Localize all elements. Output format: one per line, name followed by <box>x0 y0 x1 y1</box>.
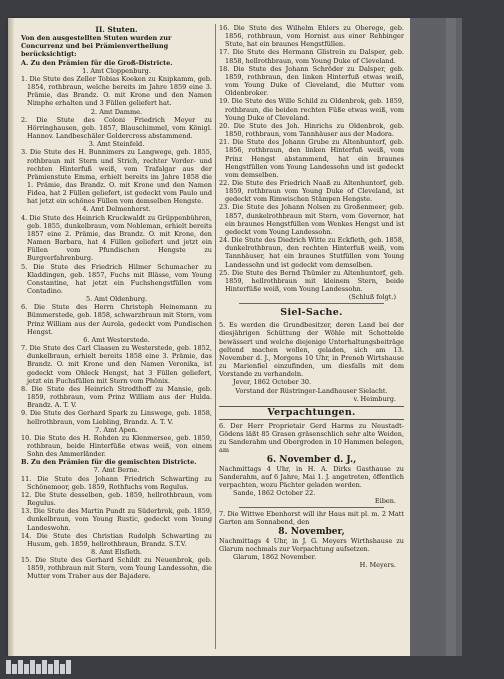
entry-4: 4. Die Stute des Heinrich Kruckwaldt zu Grüppenbühren, geb. 1855, dunkelbraun, vom Nobleman, erhielt bereits 1857 eine 2. Prämie, das Brandz. O. mit Krone, den Namen Barbara, hat 4 Füllen geliefert und jetzt ein Füllen vom Pfundischen Hengste zu Burgverfahrenburg. <box>21 213 212 263</box>
entry-19: 19. Die Stute des Wille Schild zu Oldenbrok, geb. 1859, rothbraun, die beiden rechten Füße etwas weiß, vom Young Duke of Cleveland. <box>219 97 404 122</box>
book-binding-edge <box>410 18 462 656</box>
siel-notice: 5. Es werden die Grundbesitzer, deren Land bei der diesjährigen Schüttung der Wöhle mit Schottelde bewässert und welche diejenige Unterhaltungsbeiträge geltend machen wollen, geladen, sich am 13. November d. J., Morgens 10 Uhr, in Preneb Wirtshause zu Marienfiel einzufinden, um diesfalls mit dem Vorstande zu verhandeln. <box>219 321 404 379</box>
column-divider <box>215 24 216 649</box>
verpachtung-details-7: Nachmittags 4 Uhr, in J. G. Meyers Wirthshause zu Glarum nochmals zur Verpachtung aufsetzen. <box>219 536 404 553</box>
entry-21: 21. Die Stute des Johann Grube zu Altenhuntorf, geb. 1856, rothbraun, den linken Hinterfuß weiß, vom Prinz Hengst abstammend, hat ein braunes Hengstfüllen vom Young Landessohn und ist gedeckt vom demselben. <box>219 138 404 179</box>
entry-23: 23. Die Stute des Johann Nolsen zu Großenmeer, geb. 1857, dunkelrothbraun mit Stern, vom Governor, hat ein braunes Hengstfüllen vom Wenkes Hengst und ist gedeckt vom Young Landessohn. <box>219 203 404 236</box>
entry-12: 12. Die Stute desselben, geb. 1859, hellrothbraun, vom Regulus. <box>21 490 212 508</box>
verpachtung-date-6: 6. November d. J., <box>266 454 357 465</box>
entry-16: 16. Die Stute des Wilhelm Ehlers zu Oberege, geb. 1856, rothbraun, vom Hornist aus einer Rehbinger Stute, hat ein braunes Hengstfüllen. <box>219 24 404 49</box>
right-column <box>219 24 404 569</box>
entry-18: 18. Die Stute des Johann Schröder zu Dalsper, geb. 1859, rothbraun, den linken Hinterfuß etwas weiß, vom Young Duke of Cleveland, die Mutter vom Oldenbroker. <box>219 64 404 98</box>
entry-7: 7. Die Stute des Carl Claasen zu Westerstede, geb. 1852, dunkelbraun, erhielt bereits 1858 eine 3. Prämie, das Brandz. O. mit Krone und den Namen Veronika, ist gedeckt vom Ohleck Hengst, hat 3 Füllen geliefert, jetzt ein Fuchsfüllen mit Stern vom Phönix. <box>21 344 212 385</box>
verpachtung-details-6: Nachmittags 4 Uhr, in H. A. Dirks Gasthause zu Sanderahm, auf 6 Jahre, Mai 1. J. angetreten, öffentlich verpachten, wozu Pächter geladen werden. <box>219 464 404 489</box>
entry-20: 20. Die Stute des Joh. Hinrichs zu Oldenbrok, geb. 1850, rothbraun, vom Tannhäuser aus der Madora. <box>219 121 404 139</box>
viewer-footer <box>0 656 504 679</box>
entry-2: 2. Die Stute des Coloni Friedrich Meyer zu Hörringhausen, geb. 1857, Blauschimmel, vom Königl. Hannov. Landbeschäler Goldercross abstammend. <box>21 115 212 141</box>
district-heading: 4. Amt Delmenhorst. <box>82 205 151 214</box>
siel-signatory: Vorstand der Rüstringer-Landhauser Sielacht. <box>235 386 388 395</box>
verpachtung-name-6: Eiben. <box>374 497 396 506</box>
entry-6: 6. Die Stute des Herrn Christoph Heinemann zu Bümmerstede, geb. 1858, schwarzbraun mit Stern, vom Prinz William aus der Aurola, gedeckt vom Pundischen Hengst. <box>21 303 212 336</box>
district-heading: 8. Amt Elsfleth. <box>90 548 142 556</box>
section-divider <box>239 303 384 304</box>
verpachtung-date-7: 8. November, <box>278 526 345 537</box>
entry-1: 1. Die Stute des Zeller Tobias Koeken zu Knipkamm, geb. 1854, rothbraun, welche bereits im Jahre 1859 eine 3. Prämie, das Brandz. O. mit Krone und den Namen Nimphe erhalten und 3 Füllen geliefert hat. <box>21 74 212 108</box>
district-heading: 7. Amt Apen. <box>95 425 138 434</box>
entry-14: 14. Die Stute des Christian Rudolph Schwarting zu Husum, geb. 1859, hellrothbraun, Brandz. S.T.V. <box>21 531 212 548</box>
verpachtung-place-7: Glarum, 1862 November. <box>233 552 317 561</box>
entry-11: 11. Die Stute des Johann Friedrich Schwarting zu Schönemoor, geb. 1859, Rothfuchs vom Regulus. <box>21 474 212 491</box>
entry-25: 25. Die Stute des Bernd Thümler zu Altenhuntorf, geb. 1859, hellrothbraun mit kleinem Stern, beide Hinterfüße weiß, vom Young Landessohn. <box>219 268 404 293</box>
newspaper-page <box>8 18 410 656</box>
siel-name: v. Heimburg. <box>353 394 396 403</box>
district-heading: 6. Amt Westerstede. <box>83 335 150 344</box>
continuation-note: (Schluß folgt.) <box>348 293 396 302</box>
section-heading: II. Stuten. <box>95 25 138 34</box>
siel-heading: Siel-Sache. <box>280 307 343 319</box>
siel-date: Jever, 1862 October 30. <box>233 378 312 387</box>
verpachtungen-heading: Verpachtungen. <box>219 406 404 420</box>
subsection-b: B. Zu den Prämien für die gemischten Districte. <box>21 458 197 467</box>
entry-15: 15. Die Stute des Gerhard Schildt zu Neuenbrok, geb. 1859, rothbraun mit Stern, vom Young Landessohn, die Mutter vom Traber aus der Bajadere. <box>21 556 212 581</box>
page-gutter <box>8 18 14 656</box>
left-column <box>21 24 212 581</box>
entry-9: 9. Die Stute des Gerhard Spark zu Linswege, geb. 1858, hellrothbraun, vom Liebling, Brandz. A. T. V. <box>21 409 212 426</box>
entry-22: 22. Die Stute des Friedrich Naaß zu Altenhuntorf, geb. 1859, rothbraun vom Young Duke of Cleveland, ist gedeckt vom Rimwischen Stämpen Hengste. <box>219 178 404 204</box>
entry-24: 24. Die Stute des Diedrich Witte zu Eckfleth, geb. 1858, dunkelrothbraun, den rechten Hinterfuß weiß, vom Tannhäuser, hat ein braunes Stutfüllen vom Young Landessohn und ist gedeckt vom demselben. <box>219 236 404 269</box>
district-heading: 2. Amt Damme. <box>90 107 143 116</box>
subsection-a: A. Zu den Prämien für die Groß-Districte. <box>21 58 173 67</box>
intro-text: Von den ausgestellten Stuten wurden zur Concurrenz und bei Prämienvertheilung berücksichtigt: <box>21 34 172 59</box>
district-heading: 1. Amt Cloppenburg. <box>82 66 151 75</box>
verpachtung-name-7: H. Meyers. <box>359 561 396 570</box>
entry-17: 17. Die Stute des Hermann Glistrein zu Dalsper, geb. 1858, hellrothbraun, vom Young Duke of Cleveland. <box>219 48 404 65</box>
section-divider <box>239 507 384 508</box>
entry-8: 8. Die Stute des Heinrich Strodthoff zu Mansie, geb. 1859, rothbraun, vom Prinz William aus der Hulda. Brandz. A. T. V. <box>21 384 212 410</box>
library-logo-icon <box>6 660 71 674</box>
district-heading: 5. Amt Oldenburg. <box>85 295 148 304</box>
verpachtung-notice-7: 7. Die Wittwe Ebenhorst will ihr Haus mit pl. m. 2 Matt Garten am Sonnabend, den <box>219 510 404 527</box>
verpachtung-notice-6: 6. Der Herr Proprietair Gerd Harms zu Neustadt-Gödens läßt 85 Grasen gräsenschlich sehr alte Weiden, zu Sanderahm und Obergroden in 10 Hammen belegen, am <box>219 421 404 455</box>
entry-13: 13. Die Stute des Martin Pundt zu Süderbrok, geb. 1859, dunkelbraun, vom Young Rustic, gedeckt vom Young Landeswohn. <box>21 507 212 532</box>
verpachtung-place-6: Sande, 1862 October 22. <box>233 488 316 497</box>
entry-5: 5. Die Stute des Friedrich Hilmer Schumacher zu Kladdingen, geb. 1857, Fuchs mit Blässe, vom Young Constantine, hat jetzt ein Fuchshengstfüllen vom Contadino. <box>21 262 212 295</box>
district-heading: 3. Amt Steinfeld. <box>88 140 145 149</box>
district-heading: 7. Amt Berne. <box>93 466 140 475</box>
entry-10: 10. Die Stute des H. Rohden zu Klenmersee, geb. 1859, rothbraun, beide Hinterfüße etwas weiß, von einem Sohn des Ammerländer. <box>21 433 212 459</box>
entry-3: 3. Die Stute des H. Bunnimers zu Langwege, geb. 1855, rothbraun mit Stern und Strich, rechter Vorder- und rechten Hinterfuß weiß, vom Trafalgar aus der Prämienstute Emma, erhielt bereits im Jahre 1858 die 1. Prämie, das Brandz. O. mit Krone und den Namen Fidea, hat 2 Füllen geliefert, ist gedeckt vom Paulo und hat jetzt ein schönes Füllen vom demselben Hengste. <box>21 148 212 206</box>
